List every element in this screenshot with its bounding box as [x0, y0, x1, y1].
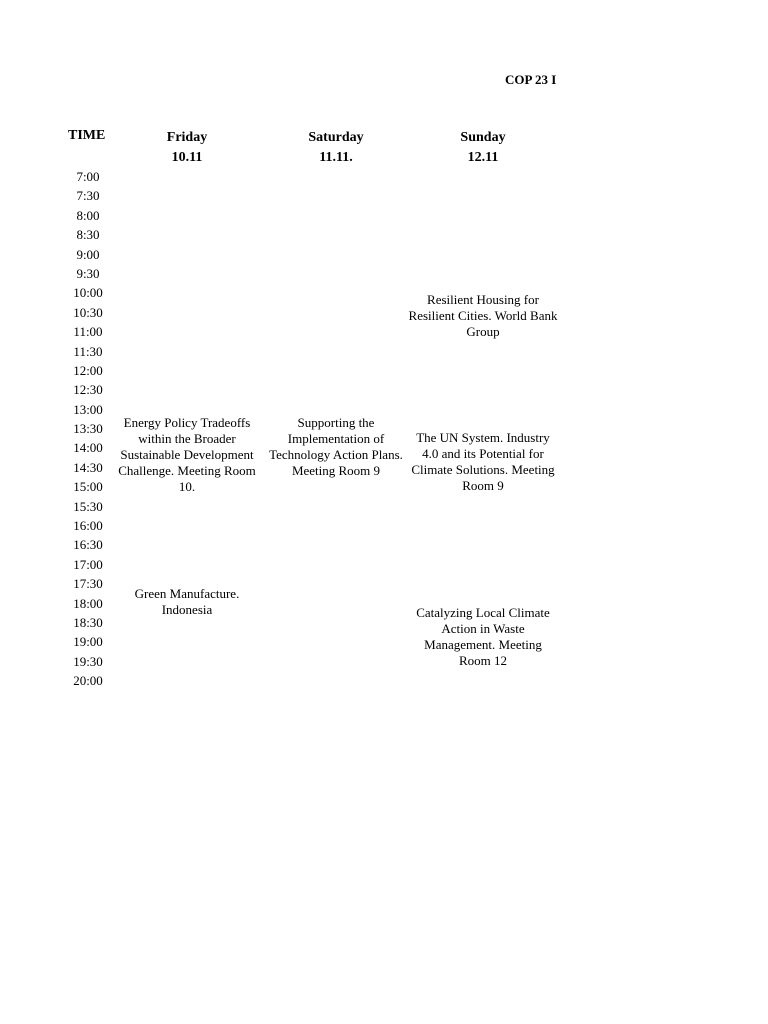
event-sunday-waste-management: Catalyzing Local Climate Action in Waste Management. Meeting Room 12 [416, 605, 550, 668]
day-name: Saturday [308, 130, 364, 145]
time-slot: 16:00 [73, 518, 103, 534]
time-slot: 10:30 [73, 304, 103, 320]
time-slot: 17:30 [73, 576, 103, 592]
day-date: 10.11 [171, 150, 203, 165]
day-date: 12.11 [467, 150, 499, 165]
time-slot: 8:00 [76, 207, 100, 223]
time-slot: 9:30 [76, 265, 100, 281]
time-slot: 19:30 [73, 653, 103, 669]
time-slot: 7:00 [76, 169, 100, 184]
day-name: Sunday [460, 130, 506, 145]
event-sunday-resilient-housing: Resilient Housing for Resilient Cities. World Bank Group [408, 292, 558, 339]
time-slot: 11:00 [73, 324, 103, 340]
time-slot: 16:30 [73, 537, 103, 553]
time-slot: 8:30 [76, 227, 100, 243]
time-slot: 14:30 [73, 459, 103, 475]
time-slot: 15:30 [73, 498, 103, 514]
day-header-friday [112, 128, 262, 168]
day-date: 11.11. [319, 150, 353, 165]
time-slot: 18:00 [73, 595, 103, 611]
time-slot: 14:00 [73, 440, 103, 456]
time-slot: 11:30 [73, 343, 103, 359]
time-slot: 17:00 [73, 556, 103, 572]
time-slot: 19:00 [73, 634, 103, 650]
time-column-header: TIME [68, 128, 106, 143]
time-slot: 12:30 [73, 382, 103, 398]
day-header-sunday [408, 128, 558, 168]
event-sunday-un-system: The UN System. Industry 4.0 and its Potential for Climate Solutions. Meeting Room 9 [411, 430, 555, 493]
day-name: Friday [166, 130, 208, 145]
event-friday-energy-policy: Energy Policy Tradeoffs within the Broader Sustainable Development Challenge. Meeting Room 10. [118, 415, 256, 494]
time-slot: 15:00 [73, 479, 103, 495]
time-slot-list [62, 167, 114, 691]
day-header-saturday [261, 128, 411, 168]
time-slot: 20:00 [73, 673, 103, 689]
document-title: COP 23 I [505, 72, 557, 87]
event-saturday-technology-action-plans: Supporting the Implementation of Technology Action Plans. Meeting Room 9 [269, 415, 403, 478]
time-slot: 10:00 [73, 285, 103, 301]
time-slot: 13:30 [73, 421, 103, 437]
time-slot: 18:30 [73, 614, 103, 630]
time-slot: 13:00 [73, 401, 103, 417]
time-slot: 7:30 [76, 188, 100, 204]
time-slot: 12:00 [73, 362, 103, 378]
event-friday-green-manufacture: Green Manufacture. Indonesia [134, 586, 240, 617]
time-slot: 9:00 [76, 246, 100, 262]
